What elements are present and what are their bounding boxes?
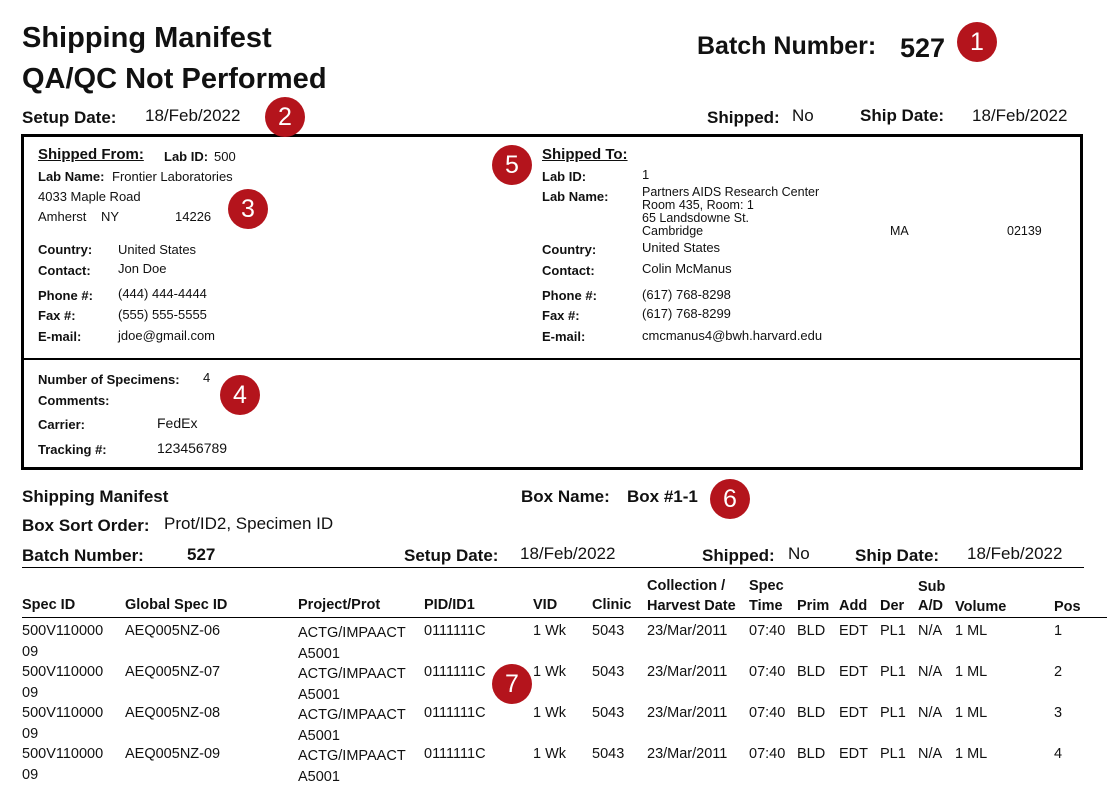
box-sort-label: Box Sort Order: (22, 516, 150, 535)
box-shipped-label: Shipped: (702, 546, 775, 565)
cell-vid: 1 Wk (533, 664, 567, 680)
cell-sub: N/A (918, 623, 943, 639)
cell-project: ACTG/IMPAACT (298, 707, 406, 723)
to-country: United States (642, 240, 721, 255)
callout-badge-6: 6 (710, 479, 750, 519)
cell-global-spec-id: AEQ005NZ-09 (125, 746, 221, 762)
cell-spec-time: 07:40 (749, 746, 786, 762)
from-zip: 14226 (175, 209, 212, 224)
cell-spec-time: 07:40 (749, 705, 786, 721)
cell-volume: 1 ML (955, 623, 988, 639)
box-setup-value: 18/Feb/2022 (520, 544, 616, 563)
cell-pos: 2 (1054, 664, 1063, 680)
cell-vid: 1 Wk (533, 705, 567, 721)
cell-sub: N/A (918, 746, 943, 762)
tracking-label: Tracking #: (38, 442, 107, 457)
to-lab-name-label: Lab Name: (542, 189, 609, 204)
box-ship-date-value: 18/Feb/2022 (967, 544, 1063, 563)
cell-add: EDT (839, 746, 868, 762)
cell-collection-date: 23/Mar/2011 (647, 664, 728, 680)
specimens-label: Number of Specimens: (38, 372, 180, 387)
cell-project: ACTG/IMPAACT (298, 625, 406, 641)
cell-der: PL1 (880, 705, 906, 721)
cell-der: PL1 (880, 623, 906, 639)
cell-prim: BLD (797, 623, 826, 639)
cell-spec-id-cont: 09 (22, 767, 39, 783)
col-sub-1: Sub (918, 579, 946, 595)
col-vid: VID (533, 597, 558, 613)
to-email: cmcmanus4@bwh.harvard.edu (642, 328, 823, 343)
box-shipped-value: No (788, 544, 810, 563)
to-state: MA (890, 224, 909, 238)
cell-add: EDT (839, 705, 868, 721)
shipped-to-heading: Shipped To: (542, 146, 628, 163)
from-fax: (555) 555-5555 (118, 307, 207, 322)
box-header-rule (22, 567, 1084, 568)
shipped-value: No (792, 106, 814, 125)
cell-project-cont: A5001 (298, 646, 340, 662)
cell-add: EDT (839, 664, 868, 680)
cell-clinic: 5043 (592, 623, 625, 639)
setup-date-label: Setup Date: (22, 108, 117, 127)
callout-badge-7: 7 (492, 664, 532, 704)
col-sub-2: A/D (918, 598, 943, 614)
from-country: United States (118, 242, 197, 257)
col-der: Der (880, 598, 905, 614)
to-lab-id: 1 (642, 167, 650, 182)
box-setup-label: Setup Date: (404, 546, 499, 565)
col-global-spec-id: Global Spec ID (125, 597, 228, 613)
cell-global-spec-id: AEQ005NZ-06 (125, 623, 221, 639)
cell-spec-time: 07:40 (749, 664, 786, 680)
from-phone-label: Phone #: (38, 288, 93, 303)
shipped-label: Shipped: (707, 108, 780, 127)
shipped-from-heading: Shipped From: (38, 146, 144, 163)
cell-der: PL1 (880, 746, 906, 762)
to-address1: Room 435, Room: 1 (642, 198, 754, 212)
cell-project: ACTG/IMPAACT (298, 748, 406, 764)
col-spec-time-2: Time (749, 598, 783, 614)
to-zip: 02139 (1007, 224, 1042, 238)
cell-sub: N/A (918, 664, 943, 680)
box-ship-date-label: Ship Date: (855, 546, 940, 565)
from-address: 4033 Maple Road (38, 189, 141, 204)
cell-pid: 0111111C (424, 746, 486, 762)
col-project: Project/Prot (298, 597, 381, 613)
from-email: jdoe@gmail.com (118, 328, 216, 343)
ship-date-value: 18/Feb/2022 (972, 106, 1068, 125)
batch-number-label: Batch Number: (697, 32, 877, 60)
cell-vid: 1 Wk (533, 746, 567, 762)
callout-badge-4: 4 (220, 375, 260, 415)
address-box-divider (24, 358, 1080, 360)
cell-pos: 4 (1054, 746, 1063, 762)
table-header-rule (22, 617, 1107, 618)
to-contact-label: Contact: (542, 263, 595, 278)
cell-project-cont: A5001 (298, 728, 340, 744)
box-batch-value: 527 (187, 545, 216, 564)
cell-pos: 3 (1054, 705, 1063, 721)
from-country-label: Country: (38, 242, 93, 257)
from-lab-id-label: Lab ID: (164, 149, 209, 164)
cell-global-spec-id: AEQ005NZ-08 (125, 705, 221, 721)
cell-spec-id: 500V110000 (22, 623, 104, 639)
specimens-value: 4 (203, 370, 211, 385)
cell-pos: 1 (1054, 623, 1063, 639)
to-contact: Colin McManus (642, 261, 732, 276)
comments-label: Comments: (38, 393, 110, 408)
to-lab-id-label: Lab ID: (542, 169, 587, 184)
box-batch-label: Batch Number: (22, 546, 144, 565)
cell-spec-id-cont: 09 (22, 644, 39, 660)
cell-clinic: 5043 (592, 664, 625, 680)
cell-der: PL1 (880, 664, 906, 680)
to-email-label: E-mail: (542, 329, 586, 344)
cell-global-spec-id: AEQ005NZ-07 (125, 664, 221, 680)
from-city: Amherst (38, 209, 87, 224)
col-prim: Prim (797, 598, 830, 614)
from-email-label: E-mail: (38, 329, 82, 344)
cell-pid: 0111111C (424, 623, 486, 639)
col-spec-id: Spec ID (22, 597, 76, 613)
cell-collection-date: 23/Mar/2011 (647, 746, 728, 762)
cell-volume: 1 ML (955, 746, 988, 762)
to-lab-name: Partners AIDS Research Center (642, 185, 820, 199)
to-country-label: Country: (542, 242, 597, 257)
col-collection-2: Harvest Date (647, 598, 736, 614)
from-lab-id: 500 (214, 149, 236, 164)
cell-clinic: 5043 (592, 746, 625, 762)
carrier-label: Carrier: (38, 417, 85, 432)
setup-date-value: 18/Feb/2022 (145, 106, 241, 125)
col-volume: Volume (955, 599, 1007, 615)
box-name-value: Box #1-1 (627, 487, 698, 506)
cell-collection-date: 23/Mar/2011 (647, 705, 728, 721)
from-state: NY (101, 209, 120, 224)
carrier-value: FedEx (157, 415, 198, 431)
from-fax-label: Fax #: (38, 308, 76, 323)
cell-project-cont: A5001 (298, 687, 340, 703)
col-add: Add (839, 598, 868, 614)
callout-badge-1: 1 (957, 22, 997, 62)
from-phone: (444) 444-4444 (118, 286, 207, 301)
callout-badge-2: 2 (265, 97, 305, 137)
from-contact: Jon Doe (118, 261, 167, 276)
page-subtitle: QA/QC Not Performed (22, 63, 327, 95)
cell-prim: BLD (797, 705, 826, 721)
ship-date-label: Ship Date: (860, 106, 945, 125)
col-clinic: Clinic (592, 597, 632, 613)
cell-prim: BLD (797, 664, 826, 680)
callout-badge-5: 5 (492, 145, 532, 185)
tracking-value: 123456789 (157, 440, 228, 456)
cell-pid: 0111111C (424, 664, 486, 680)
batch-number-value: 527 (900, 33, 946, 63)
from-lab-name-label: Lab Name: (38, 169, 105, 184)
cell-vid: 1 Wk (533, 623, 567, 639)
cell-collection-date: 23/Mar/2011 (647, 623, 728, 639)
box-sort-value: Prot/ID2, Specimen ID (164, 514, 334, 533)
col-collection-1: Collection / (647, 578, 726, 594)
cell-spec-id-cont: 09 (22, 726, 39, 742)
col-pos: Pos (1054, 599, 1081, 615)
box-name-label: Box Name: (521, 487, 610, 506)
callout-badge-3: 3 (228, 189, 268, 229)
cell-spec-time: 07:40 (749, 623, 786, 639)
box-manifest-title: Shipping Manifest (22, 487, 169, 506)
to-fax-label: Fax #: (542, 308, 580, 323)
cell-spec-id: 500V110000 (22, 664, 104, 680)
cell-volume: 1 ML (955, 664, 988, 680)
from-contact-label: Contact: (38, 263, 91, 278)
to-phone: (617) 768-8298 (642, 287, 731, 302)
cell-spec-id: 500V110000 (22, 705, 104, 721)
cell-clinic: 5043 (592, 705, 625, 721)
to-city: Cambridge (642, 224, 704, 238)
cell-sub: N/A (918, 705, 943, 721)
cell-project: ACTG/IMPAACT (298, 666, 406, 682)
cell-pid: 0111111C (424, 705, 486, 721)
cell-spec-id: 500V110000 (22, 746, 104, 762)
cell-volume: 1 ML (955, 705, 988, 721)
page-title: Shipping Manifest (22, 22, 272, 54)
from-lab-name: Frontier Laboratories (112, 169, 233, 184)
cell-project-cont: A5001 (298, 769, 340, 785)
cell-spec-id-cont: 09 (22, 685, 39, 701)
cell-add: EDT (839, 623, 868, 639)
to-phone-label: Phone #: (542, 288, 597, 303)
col-spec-time-1: Spec (749, 578, 784, 594)
cell-prim: BLD (797, 746, 826, 762)
col-pid: PID/ID1 (424, 597, 475, 613)
to-address2: 65 Landsdowne St. (642, 211, 750, 225)
to-fax: (617) 768-8299 (642, 306, 731, 321)
